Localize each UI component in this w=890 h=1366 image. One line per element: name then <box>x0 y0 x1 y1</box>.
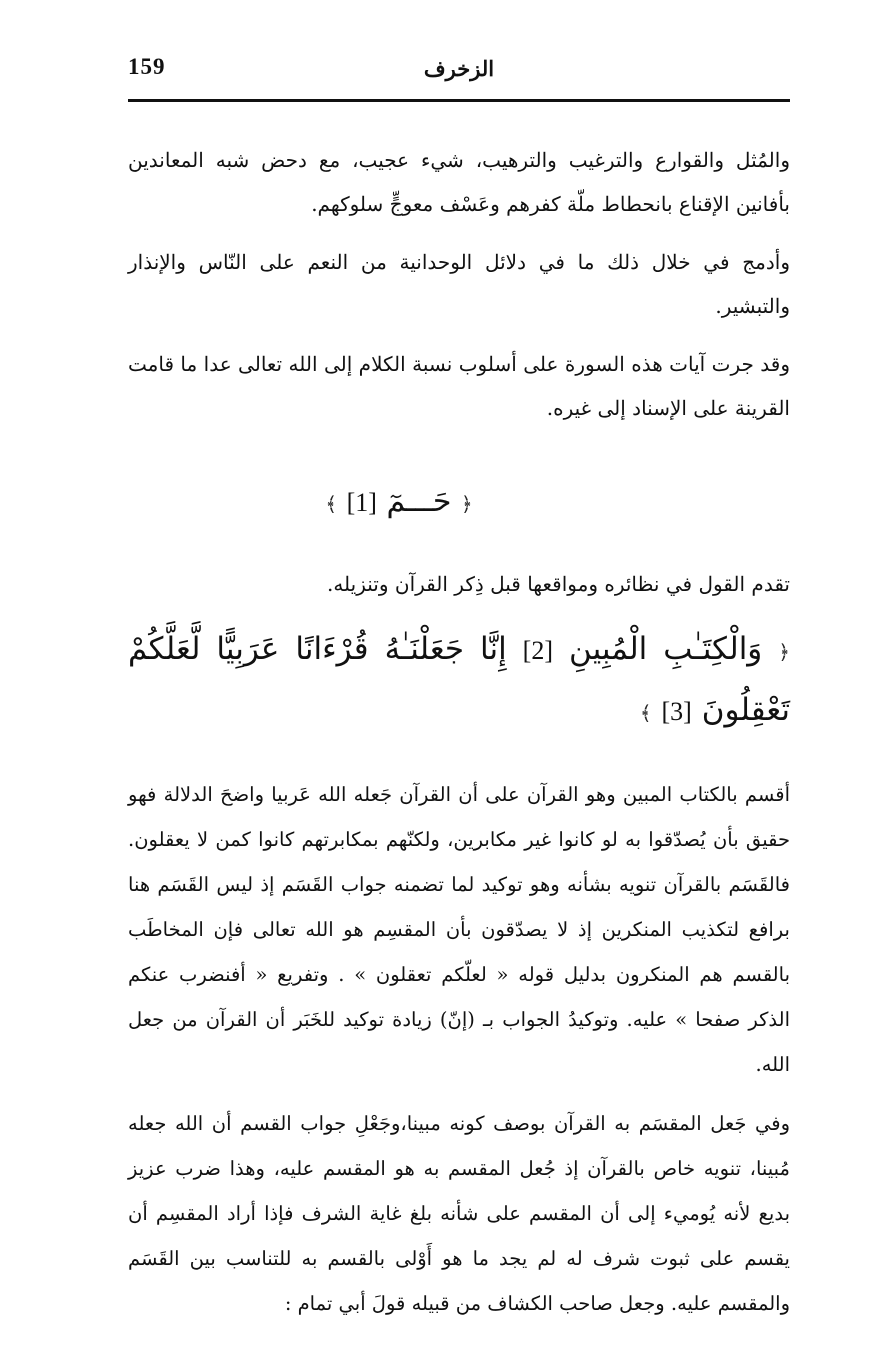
verse-3-number: [3] <box>661 697 692 726</box>
verse-2-number: [2] <box>522 636 553 665</box>
running-title: الزخرف <box>423 56 495 81</box>
verse-1 <box>128 472 790 534</box>
paragraph-2: وأدمج في خلال ذلك ما في دلائل الوحدانية من النعم على النّاس والإنذار والتبشير. <box>128 250 790 318</box>
verse-1-text: حَـــمٓ <box>386 484 452 519</box>
paragraph-3: وقد جرت آيات هذه السورة على أسلوب نسبة الكلام إلى الله تعالى عدا ما قامت القرينة على الإسناد إلى غيره. <box>128 352 790 420</box>
verse-1-number: [1] <box>346 488 377 517</box>
verse-2-3 <box>128 620 790 742</box>
verse-open-ornament: ﴿ <box>460 492 473 516</box>
page-number: 159 <box>128 54 166 79</box>
commentary-paragraph-1: أقسم بالكتاب المبين وهو القرآن على أن القرآن جَعله الله عَربيا واضحَ الدلالة فهو حقيق بأن يُصدّقوا به لو كانوا غير مكابرين، ولكنّهم بمكابرتهم كانوا كمن لا يعقلون. فالقَسَم بالقرآن تنويه بشأنه وهو توكيد لما تضمنه جواب القَسَم إذ ليس القَسَم هنا برافع لتكذيب المنكرين إذ لا يصدّقون بأن المقسِم هو الله تعالى فإن المخاطَب بالقسم هم المنكرون بدليل قوله « لعلّكم تعقلون » . وتفريع « أفنضرب عنكم الذكر صفحا » عليه. وتوكيدُ الجواب بـ (إنّ) زيادة توكيد للخَبَر أن القرآن من جعل الله. <box>128 783 790 1076</box>
verse-close-ornament: ﴾ <box>639 701 652 725</box>
page-body <box>128 138 790 1326</box>
commentary-paragraph-2: وفي جَعل المقسَم به القرآن بوصف كونه مبينا،وجَعْلِ جواب القسم أن الله جعله مُبينا، تنويه خاص بالقرآن إذ جُعل المقسم به هو المقسم عليه، وهذا ضرب عزيز بديع لأنه يُوميء إلى أن المقسم على شأنه بلغ غاية الشرف فإذا أراد المقسِم أن يقسم على ثبوت شرف له لم يجد ما هو أَوْلى بالقسم به للتناسب بين القَسَم والمقسم عليه. وجعل صاحب الكشاف من قبيله قولَ أبي تمام : <box>128 1112 790 1315</box>
verse-1-note: تقدم القول في نظائره ومواقعها قبل ذِكر القرآن وتنزيله. <box>326 572 790 596</box>
verse-2-text: وَالْكِتَـٰبِ الْمُبِينِ <box>568 631 763 667</box>
header-rule <box>128 99 790 102</box>
verse-3-text: إِنَّا جَعَلْنَـٰهُ قُرْءَانًا عَرَبِيًّا لَّعَلَّكُمْ تَعْقِلُونَ <box>128 631 790 728</box>
page-header <box>128 48 790 98</box>
verse-close-ornament: ﴾ <box>325 492 338 516</box>
paragraph-1: والمُثل والقوارع والترغيب والترهيب، شيء عجيب، مع دحض شبه المعاندين بأفانين الإقناع بانحطاط ملّة كفرهم وعَسْف معوجٍّ سلوكهم. <box>128 148 790 216</box>
verse-open-ornament: ﴿ <box>778 640 790 664</box>
